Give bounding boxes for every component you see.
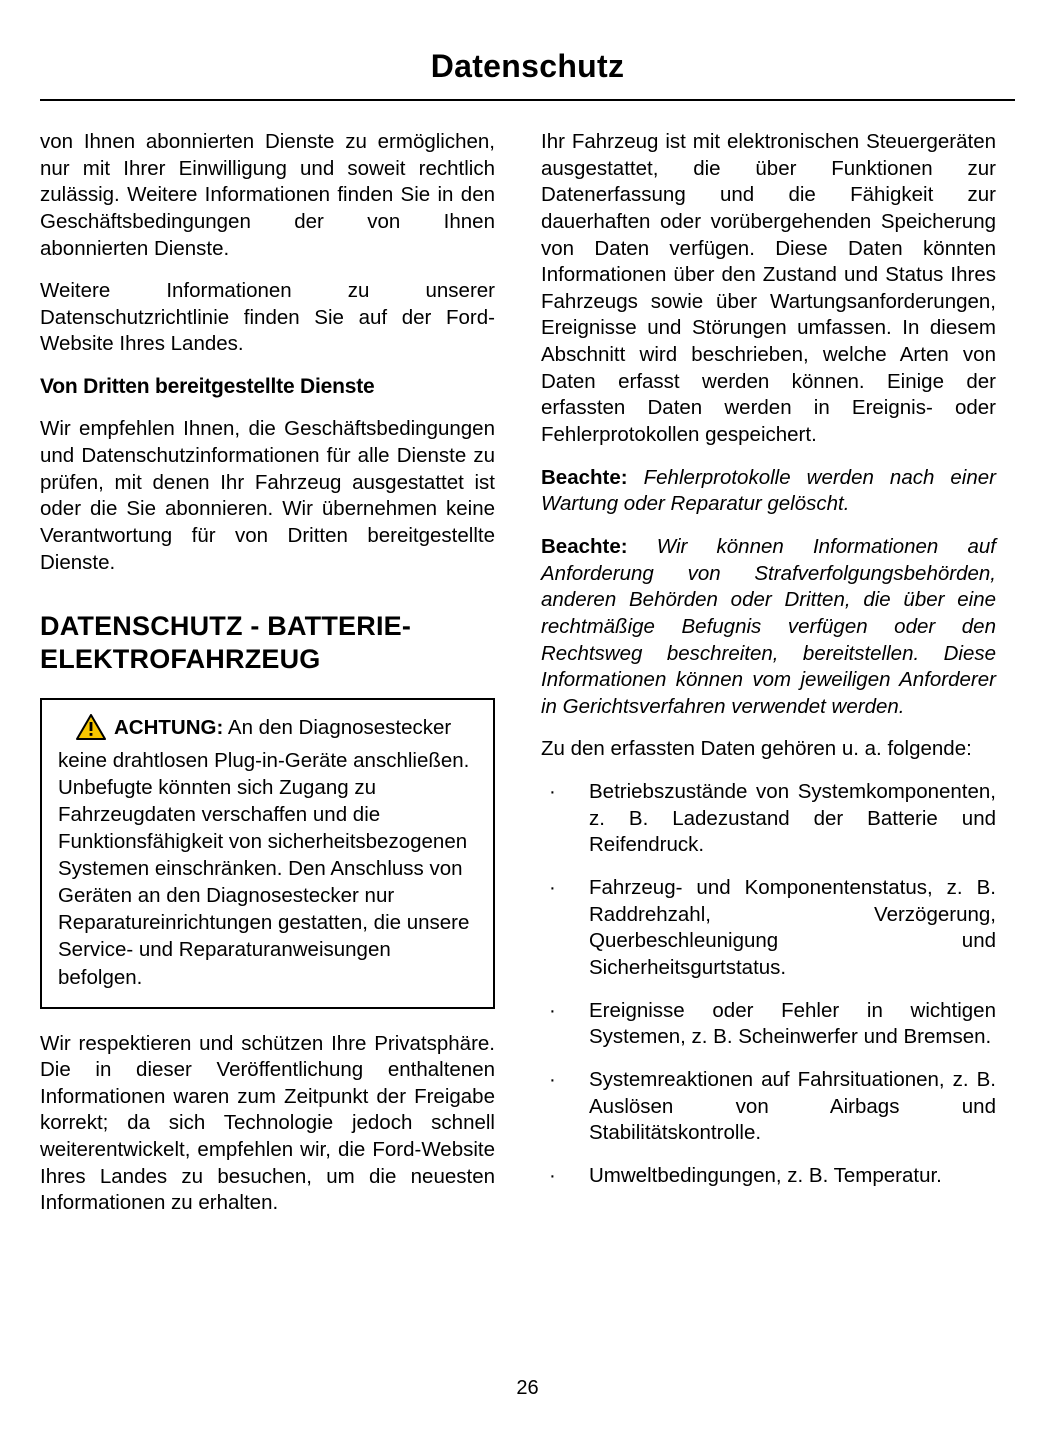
list-item <box>541 875 996 982</box>
collected-data-list <box>541 779 996 1189</box>
paragraph: von Ihnen abonnierten Dienste zu ermöglichen, nur mit Ihrer Einwilligung und soweit rechtlich zulässig. Weitere Informationen finden Sie in den Geschäftsbedingungen der von Ihnen abonnierten Dienste. <box>40 130 495 260</box>
note-paragraph <box>541 465 996 518</box>
warning-box <box>40 698 495 1008</box>
paragraph: Weitere Informationen zu unserer Datenschutzrichtlinie finden Sie auf der Ford-Website Ihres Landes. <box>40 279 495 356</box>
paragraph: Wir empfehlen Ihnen, die Geschäftsbedingungen und Datenschutzinformationen für alle Dienste zu prüfen, mit denen Ihr Fahrzeug ausgestattet ist oder die Sie abonnieren. Wir übernehmen keine Verantwortung für von Dritten bereitgestellte Dienste. <box>40 417 495 574</box>
bullet-icon: · <box>549 780 556 804</box>
note-label: Beachte: <box>541 465 628 489</box>
section-title: DATENSCHUTZ - BATTERIE-ELEKTROFAHRZEUG <box>40 611 412 675</box>
note-body: Fehlerprotokolle werden nach einer Wartung oder Reparatur gelöscht. <box>541 465 996 516</box>
warning-label: ACHTUNG: <box>114 716 224 740</box>
bullet-icon: · <box>549 876 556 900</box>
bullet-icon: · <box>549 1163 556 1187</box>
list-item-label: Fahrzeug- und Komponentenstatus, z. B. Raddrehzahl, Verzögerung, Querbeschleunigung und Sicherheitsgurtstatus. <box>589 876 996 979</box>
list-item-label: Systemreaktionen auf Fahrsituationen, z. B. Auslösen von Airbags und Stabilitätskontrolle. <box>589 1067 996 1145</box>
list-item <box>541 1067 996 1147</box>
bullet-icon: · <box>549 998 556 1022</box>
note-paragraph <box>541 534 996 720</box>
subheading-third-party-services: Von Dritten bereitgestellte Dienste <box>40 375 375 399</box>
paragraph: Wir respektieren und schützen Ihre Privatsphäre. Die in dieser Veröffentlichung enthaltenen Informationen waren zum Zeitpunkt der Freigabe korrekt; da sich Technologie jedoch schnell weiterentwickelt, empfehlen wir, die Ford-Website Ihres Landes zu besuchen, um die neuesten Informationen zu erhalten. <box>40 1031 495 1215</box>
warning-triangle-icon <box>76 714 106 747</box>
page-title: Datenschutz <box>430 48 625 84</box>
note-body: Wir können Informationen auf Anforderung von Strafverfolgungsbehörden, anderen Behörden oder Dritten, die über eine rechtmäßige Befugnis verfügen oder den Rechtsweg beschreiten, bereitstellen. Diese Informationen können vom jeweiligen Anforderer in Gerichtsverfahren verwendet werden. <box>541 534 996 718</box>
bullet-icon: · <box>549 1067 556 1091</box>
warning-text <box>58 714 477 990</box>
list-item-label: Umweltbedingungen, z. B. Temperatur. <box>589 1163 942 1187</box>
left-column <box>40 129 495 1217</box>
list-item-label: Ereignisse oder Fehler in wichtigen Systemen, z. B. Scheinwerfer und Bremsen. <box>589 998 996 1049</box>
list-item <box>541 998 996 1051</box>
list-item-label: Betriebszustände von Systemkomponenten, z. B. Ladezustand der Batterie und Reifendruck. <box>589 780 996 857</box>
list-intro: Zu den erfassten Daten gehören u. a. folgende: <box>541 737 972 761</box>
paragraph: Ihr Fahrzeug ist mit elektronischen Steuergeräten ausgestattet, die über Funktionen zur Datenerfassung und die Fähigkeit zur dauerhaften oder vorübergehenden Speicherung von Daten verfügen. Diese Daten könnten Informationen über den Zustand und Status Ihres Fahrzeugs sowie über Wartungsanforderungen, Ereignisse und Störungen umfassen. In diesem Abschnitt wird beschrieben, welche Arten von Daten erfasst werden können. Einige der erfassten Daten werden in Ereignis- oder Fehlerprotokollen gespeichert. <box>541 130 996 447</box>
page-number: 26 <box>516 1377 539 1399</box>
header-divider <box>40 99 1015 101</box>
right-column <box>541 129 996 1189</box>
two-column-body <box>40 129 1015 1217</box>
warning-body: An den Diagnosestecker keine drahtlosen Plug-in-Geräte anschließen. Unbefugte könnten sich Zugang zu Fahrzeugdaten verschaffen und die Funktionsfähigkeit von sicherheitsbezogenen Systemen einschränken. Den Anschluss von Geräten an den Diagnosestecker nur Reparatureinrichtungen gestatten, die unsere Service- und Reparaturanweisungen befolgen. <box>58 716 470 989</box>
note-label: Beachte: <box>541 534 628 558</box>
list-item <box>541 779 996 859</box>
list-item <box>541 1163 996 1190</box>
